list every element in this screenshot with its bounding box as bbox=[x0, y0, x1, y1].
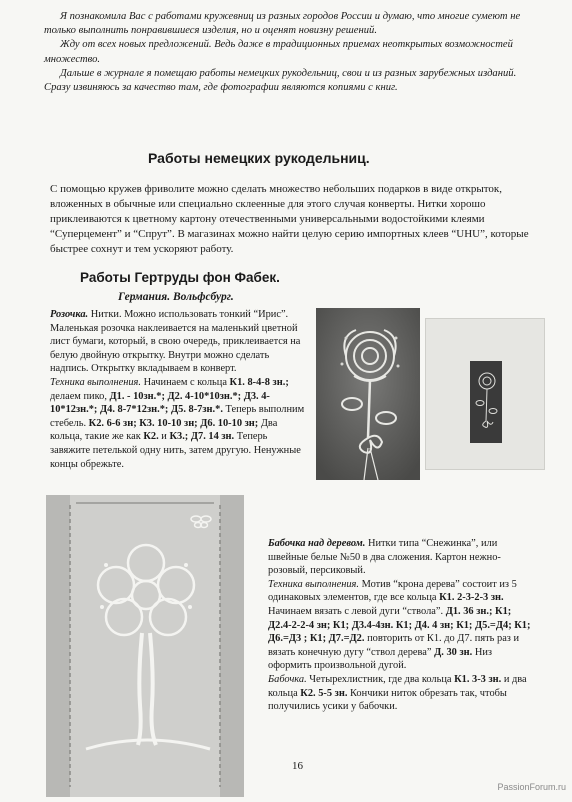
intro-line-3: Дальше в журнале я помещаю работы немецких рукодельниц, свои и из разных зарубежных изданий. Сразу извиняюсь за качество там, где фотографии являются копиями с книг. bbox=[44, 67, 517, 94]
tree-lace-image bbox=[46, 495, 244, 797]
rose-photo bbox=[316, 308, 420, 480]
tree-photo bbox=[46, 495, 244, 797]
card-inner-rose bbox=[470, 361, 502, 443]
rose-technique-label: Техника выполнения. bbox=[50, 376, 141, 388]
rose-lace-image bbox=[316, 308, 420, 480]
section-title: Работы немецких рукодельниц. bbox=[148, 150, 370, 166]
butterfly-tech-g: Низ оформить произвольной дугой. bbox=[268, 646, 492, 672]
intro-line-1: Я познакомила Вас с работами кружевниц из разных городов России и думаю, что многие сумеют не только выполнить понравившиеся изделия, но и оценят новизну решений. bbox=[44, 11, 521, 37]
butterfly-technique-label: Техника выполнения. bbox=[268, 578, 359, 590]
butterfly-sub-c: и два кольца bbox=[268, 673, 527, 699]
subsection-subtitle: Германия. Вольфсбург. bbox=[118, 291, 234, 303]
butterfly-tech-d: Д1. 36 зн.; К1; Д2.4-2-2-4 зн; К1; Д3.4-4зн. К1; Д4. 4 зн; К1; Д5.=Д4; К1; Д6.=Д3 ; К1; Д7.=Д2. bbox=[268, 605, 531, 645]
rose-tech-k: Теперь завяжите петелькой одну нить, затем другую. Ненужные концы обрежьте. bbox=[50, 431, 301, 470]
card-photo bbox=[425, 318, 545, 470]
intro-line-2: Жду от всех новых предложений. Ведь даже в традиционных приемах неоткрытых возможностей множество. bbox=[44, 39, 513, 65]
subsection-title: Работы Гертруды фон Фабек. bbox=[80, 270, 280, 285]
body-paragraph-text: С помощью кружев фриволите можно сделать множество небольших подарков в виде открыток, вложенных в обычные или специально склеенные для этого случая конверты. Нитки хорошо приклеиваются к цветному картону отечественными универсальными водостойкими клеями “Суперцемент” и “Спрут”. В магазинах можно найти целую серию импортных клеев “UHU”, которые быстрее сохнут и тем ускоряют работу. bbox=[50, 183, 529, 255]
rose-tech-d: Д1. - 10зн.*; Д2. 4-10*10зн.*; Д3. 4-10*12зн.*; Д4. 8-7*12зн.*; Д5. 8-7зн.*. bbox=[50, 390, 270, 416]
page-number: 16 bbox=[292, 760, 303, 772]
butterfly-tech-e: повторить от К1. до Д7. пять раз и вязать конечную дугу “ствол дерева” bbox=[268, 633, 520, 658]
butterfly-text-1: Нитки типа “Снежинка”, или швейные белые №50 в два сложения. Картон нежно-розовый, персиковый. bbox=[268, 538, 501, 577]
intro-text bbox=[44, 10, 538, 95]
butterfly-tech-c: Начинаем вязать с левой дуги “ствола”. bbox=[268, 605, 446, 617]
butterfly-description bbox=[268, 537, 536, 714]
body-paragraph bbox=[50, 182, 540, 257]
rose-tech-f: К2. 6-6 зн; К3. 10-10 зн; Д6. 10-10 зн; bbox=[88, 417, 259, 429]
rose-tech-b: К1. 8-4-8 зн.; bbox=[229, 376, 289, 388]
card-rose-image bbox=[470, 361, 502, 443]
rose-label: Розочка. bbox=[50, 309, 89, 320]
butterfly-sub-e: Кончики ниток обрезать так, чтобы получились усики у бабочки. bbox=[268, 687, 507, 713]
butterfly-label: Бабочка над деревом. bbox=[268, 538, 366, 549]
watermark: PassionForum.ru bbox=[497, 782, 566, 792]
rose-tech-i: и bbox=[158, 431, 170, 443]
rose-tech-j: К3.; Д7. 14 зн. bbox=[169, 431, 235, 443]
rose-tech-c: делаем пико, bbox=[50, 390, 110, 402]
butterfly-sub-d: К2. 5-5 зн. bbox=[300, 687, 348, 699]
rose-text-1: Нитки. Можно использовать тонкий “Ирис”. Маленькая розочка наклеивается на маленький цветной лист бумаги, который, в свою очередь, приклеивается на белую двойную открытку. Внутри можно сделать надпись. Открытку вкладываем в конверт. bbox=[50, 309, 301, 375]
butterfly-tech-f: Д. 30 зн. bbox=[434, 646, 473, 658]
rose-tech-e: Теперь выполним стебель. bbox=[50, 404, 305, 429]
butterfly-tech-b: К1. 2-3-2-3 зн. bbox=[439, 592, 504, 604]
butterfly-sub-label: Бабочка. bbox=[268, 673, 307, 685]
rose-tech-g: Два кольца, такие же как bbox=[50, 417, 278, 443]
rose-tech-a: Начинаем с кольца bbox=[141, 376, 230, 388]
butterfly-tech-a: Мотив “крона дерева” состоит из 5 одинаковых элементов, где все кольца bbox=[268, 578, 517, 604]
butterfly-sub-b: К1. 3-3 зн. bbox=[454, 673, 502, 685]
rose-description bbox=[50, 308, 308, 471]
butterfly-sub-a: Четырехлистник, где два кольца bbox=[306, 673, 455, 685]
rose-tech-h: К2. bbox=[143, 431, 159, 443]
